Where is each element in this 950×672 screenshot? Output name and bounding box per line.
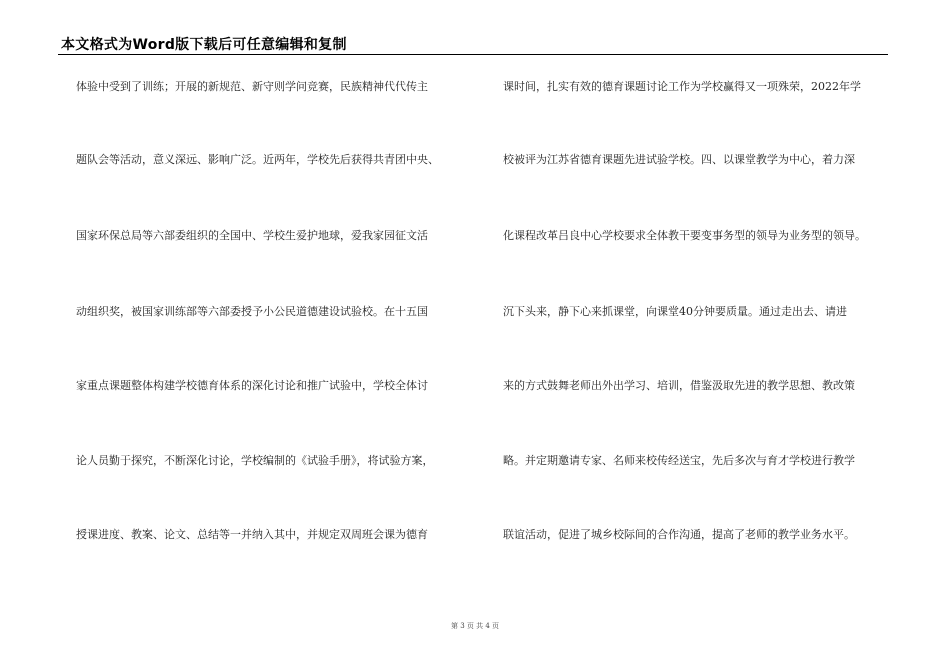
right-text-line: 来的方式鼓舞老师出外出学习、培训，借鉴汲取先进的教学思想、教改策 <box>503 379 855 392</box>
right-text-line: 略。并定期邀请专家、名师来校传经送宝，先后多次与育才学校进行教学 <box>503 454 855 467</box>
right-text-line: 校被评为江苏省德育课题先进试验学校。四、以课堂教学为中心，着力深 <box>503 153 855 166</box>
left-text-line: 动组织奖，被国家训练部等六部委授予小公民道德建设试验校。在十五国 <box>76 305 428 318</box>
left-text-line: 题队会等活动，意义深远、影响广泛。近两年，学校先后获得共青团中央、 <box>76 153 439 166</box>
left-text-line: 家重点课题整体构建学校德育体系的深化讨论和推广试验中，学校全体讨 <box>76 379 428 392</box>
right-text-line: 联谊活动，促进了城乡校际间的合作沟通，提高了老师的教学业务水平。 <box>503 528 855 541</box>
right-text-line: 课时间，扎实有效的德育课题讨论工作为学校赢得又一项殊荣，2022年学 <box>503 80 861 93</box>
document-header-title: 本文格式为Word版下载后可任意编辑和复制 <box>61 37 347 53</box>
header-divider <box>58 54 888 55</box>
page-number-footer: 第 3 页 共 4 页 <box>450 622 500 630</box>
left-text-line: 授课进度、教案、论文、总结等一并纳入其中，并规定双周班会课为德育 <box>76 528 428 541</box>
left-text-line: 国家环保总局等六部委组织的全国中、学校生爱护地球，爱我家园征文活 <box>76 229 428 242</box>
left-text-line: 体验中受到了训练；开展的新规范、新守则学问竞赛，民族精神代代传主 <box>76 80 428 93</box>
right-text-line: 化课程改革吕良中心学校要求全体教干要变事务型的领导为业务型的领导。 <box>503 229 866 242</box>
right-text-line: 沉下头来，静下心来抓课堂，向课堂40分钟要质量。通过走出去、请进 <box>503 305 847 318</box>
left-text-line: 论人员勤于探究，不断深化讨论，学校编制的《试验手册》，将试验方案， <box>76 454 434 467</box>
